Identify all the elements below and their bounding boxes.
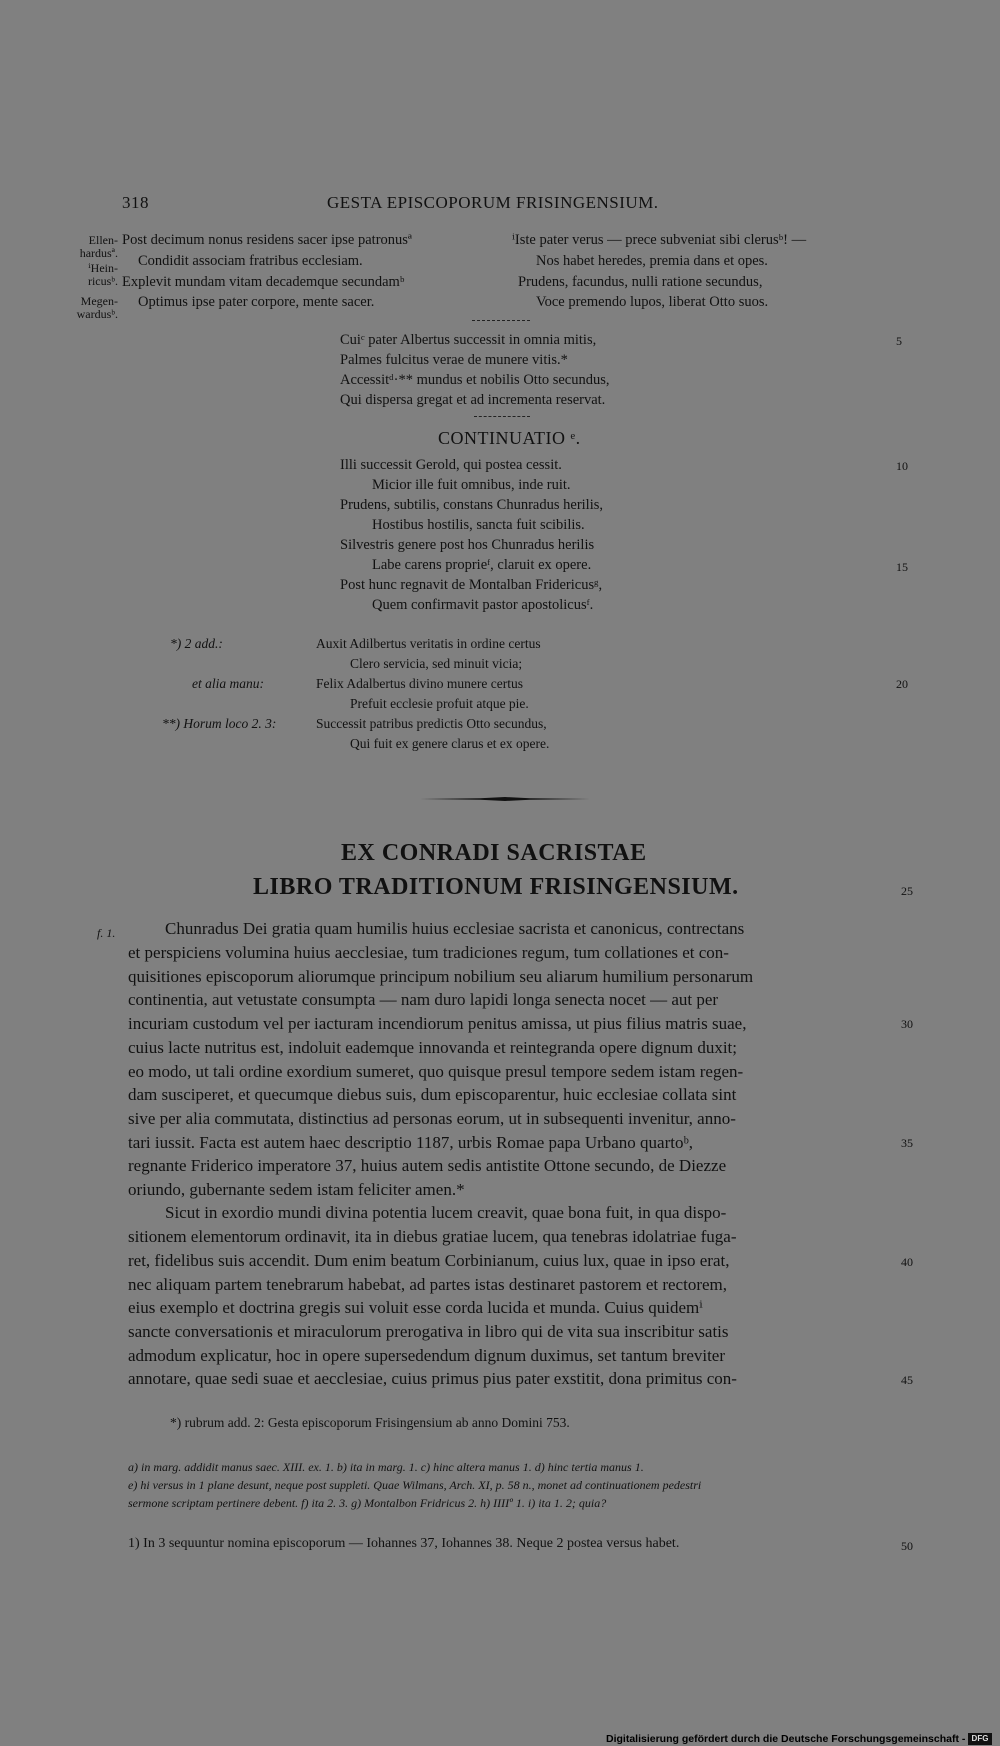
apparatus-line: a) in marg. addidit manus saec. XIII. ex. 1. b) ita in marg. 1. c) hinc altera manus 1. d) hinc tertia manus 1. xyxy=(128,1460,644,1474)
line-number: 10 xyxy=(896,459,908,473)
prose-line: nec aliquam partem tenebrarum habebat, ad partes istas destinaret pastorem et rectorem, xyxy=(128,1275,727,1294)
verse-line: Qui dispersa gregat et ad incrementa reservat. xyxy=(340,392,606,408)
footnote-star: *) rubrum add. 2: Gesta episcoporum Frisingensium ab anno Domini 753. xyxy=(170,1415,570,1430)
verse-line: Accessitᵈ·** mundus et nobilis Otto secundus, xyxy=(340,372,610,388)
note-label: *) 2 add.: xyxy=(170,636,223,651)
prose-line: ret, fidelibus suis accendit. Dum enim beatum Corbinianum, cuius lux, quae in ipso erat, xyxy=(128,1251,730,1270)
prose-line: eo modo, ut tali ordine exordium sumeret, quo quisque presul tempore sedem istam regen- xyxy=(128,1062,744,1081)
verse-line: Prudens, subtilis, constans Chunradus herilis, xyxy=(340,497,604,513)
sidebar-name: ⁱHein- ricusᵇ. xyxy=(87,261,118,288)
verse-line: Nos habet heredes, premia dans et opes. xyxy=(536,253,768,269)
verse-line: Prudens, facundus, nulli ratione secundus, xyxy=(518,274,763,290)
line-number: 30 xyxy=(901,1017,913,1031)
note-line: Auxit Adilbertus veritatis in ordine certus xyxy=(316,636,541,651)
prose-line: regnante Friderico imperatore 37, huius autem sedis antistite Ottone secundo, de Diezze xyxy=(128,1156,727,1175)
line-number: 20 xyxy=(896,677,908,691)
line-number: 40 xyxy=(901,1255,913,1269)
note-line: Felix Adalbertus divino munere certus xyxy=(316,676,523,691)
line-number: 5 xyxy=(896,334,902,348)
apparatus-line: sermone scriptam pertinere debent. f) ita 2. 3. g) Montalbon Fridricus 2. h) IIIIº 1. i) ita 1. 2; quia? xyxy=(128,1496,607,1510)
verse-line: Condidit associam fratribus ecclesiam. xyxy=(138,253,363,269)
note-label: **) Horum loco 2. 3: xyxy=(162,716,277,731)
note-line: Clero servicia, sed minuit vicia; xyxy=(350,656,523,671)
verse-line: Quem confirmavit pastor apostolicusᶠ. xyxy=(372,597,594,613)
prose-line: Sicut in exordio mundi divina potentia lucem creavit, quae bona fuit, in qua dispo- xyxy=(165,1203,727,1222)
verse-line: Post decimum nonus residens sacer ipse patronusª xyxy=(122,232,412,248)
prose-line: Chunradus Dei gratia quam humilis huius ecclesiae sacrista et canonicus, contrectans xyxy=(165,919,745,938)
verse-line: Voce premendo lupos, liberat Otto suos. xyxy=(536,294,769,310)
divider xyxy=(472,320,530,321)
line-number: 25 xyxy=(901,884,913,898)
sidebar-name: Ellen- hardusª. xyxy=(79,233,118,260)
main-title-line2: LIBRO TRADITIONUM FRISINGENSIUM. xyxy=(253,874,739,900)
line-number: 35 xyxy=(901,1136,913,1150)
verse-line: Cuiᶜ pater Albertus successit in omnia mitis, xyxy=(340,332,597,348)
note-label: et alia manu: xyxy=(192,676,264,691)
verse-line: Hostibus hostilis, sancta fuit scibilis. xyxy=(372,517,585,533)
divider xyxy=(474,416,530,417)
prose-line: oriundo, gubernante sedem istam feliciter amen.* xyxy=(128,1180,465,1199)
line-number: 50 xyxy=(901,1539,913,1553)
note-line: Successit patribus predictis Otto secundus, xyxy=(316,716,547,731)
page-number: 318 xyxy=(122,193,149,212)
sidebar-name: Megen- wardusᵇ. xyxy=(76,294,118,321)
apparatus-line: e) hi versus in 1 plane desunt, neque post suppleti. Quae Wilmans, Arch. XI, p. 58 n., monet ad continuationem pedestri xyxy=(128,1478,702,1492)
prose-line: incuriam custodum vel per iacturam incendiorum penitus amissa, ut pius filius matris suae, xyxy=(128,1014,747,1033)
prose-line: quisitiones episcoporum aliorumque principum nobilium seu aliarum humilium personarum xyxy=(128,967,754,986)
verse-line: Micior ille fuit omnibus, inde ruit. xyxy=(372,477,571,493)
verse-line: Explevit mundam vitam decademque secundamᵇ xyxy=(122,274,405,290)
verse-line: Labe carens proprieᶠ, claruit ex opere. xyxy=(372,557,592,573)
dfg-logo: DFG xyxy=(968,1733,992,1745)
prose-line: sitionem elementorum ordinavit, ita in diebus gratiae lucem, qua tenebras idolatriae fuga- xyxy=(128,1227,737,1246)
prose-line: et perspiciens volumina huius aecclesiae, tum tradiciones regum, tum collationes et con- xyxy=(128,943,729,962)
verse-line: Post hunc regnavit de Montalban Fridericusᵍ, xyxy=(340,577,603,593)
footnote-1: 1) In 3 sequuntur nomina episcoporum — Iohannes 37, Iohannes 38. Neque 2 postea versus habet. xyxy=(128,1536,680,1551)
verse-line: Palmes fulcitus verae de munere vitis.* xyxy=(340,352,568,368)
verse-line: ⁱIste pater verus — prece subveniat sibi clerusᵇ! — xyxy=(512,232,807,248)
running-title: GESTA EPISCOPORUM FRISINGENSIUM. xyxy=(327,193,659,212)
digitization-credit: Digitalisierung gefördert durch die Deutsche Forschungsgemeinschaft - xyxy=(606,1733,966,1745)
verse-line: Optimus ipse pater corpore, mente sacer. xyxy=(138,294,375,310)
prose-line: eius exemplo et doctrina gregis sui voluit esse corda lucida et munda. Cuius quidemⁱ xyxy=(128,1298,703,1317)
note-line: Qui fuit ex genere clarus et ex opere. xyxy=(350,736,550,751)
ornament-rule xyxy=(420,797,590,801)
main-title-line1: EX CONRADI SACRISTAE xyxy=(341,840,647,866)
prose-line: dam susciperet, et quecumque diebus suis, dum episcoparentur, huic ecclesiae collata sint xyxy=(128,1085,737,1104)
note-line: Prefuit ecclesie profuit atque pie. xyxy=(350,696,529,711)
prose-line: continentia, aut vetustate consumpta — nam duro lapidi longa senecta nocet — aut per xyxy=(128,990,719,1009)
prose-line: admodum explicatur, hoc in opere supersedendum dignum duximus, set tantum breviter xyxy=(128,1346,726,1365)
prose-line: tari iussit. Facta est autem haec descriptio 1187, urbis Romae papa Urbano quartoᵇ, xyxy=(128,1133,694,1152)
prose-line: cuius lacte nutritus est, indoluit eademque innovanda et reintegranda opere dignum duxit; xyxy=(128,1038,737,1057)
line-number: 45 xyxy=(901,1373,913,1387)
verse-line: Illi successit Gerold, qui postea cessit. xyxy=(340,457,562,473)
margin-reference: f. 1. xyxy=(97,926,116,940)
prose-line: sancte conversationis et miraculorum prerogativa in libro qui de vita sua inscribitur satis xyxy=(128,1322,729,1341)
section-heading: CONTINUATIO ᵉ. xyxy=(438,428,581,448)
line-number: 15 xyxy=(896,560,908,574)
prose-line: sive per alia commutata, distinctius ad personas eorum, ut in subsequenti invenitur, anno- xyxy=(128,1109,736,1128)
verse-line: Silvestris genere post hos Chunradus herilis xyxy=(340,537,595,553)
prose-line: annotare, quae sedi suae et aecclesiae, cuius primus pius pater exstitit, dona primitus con- xyxy=(128,1369,737,1388)
